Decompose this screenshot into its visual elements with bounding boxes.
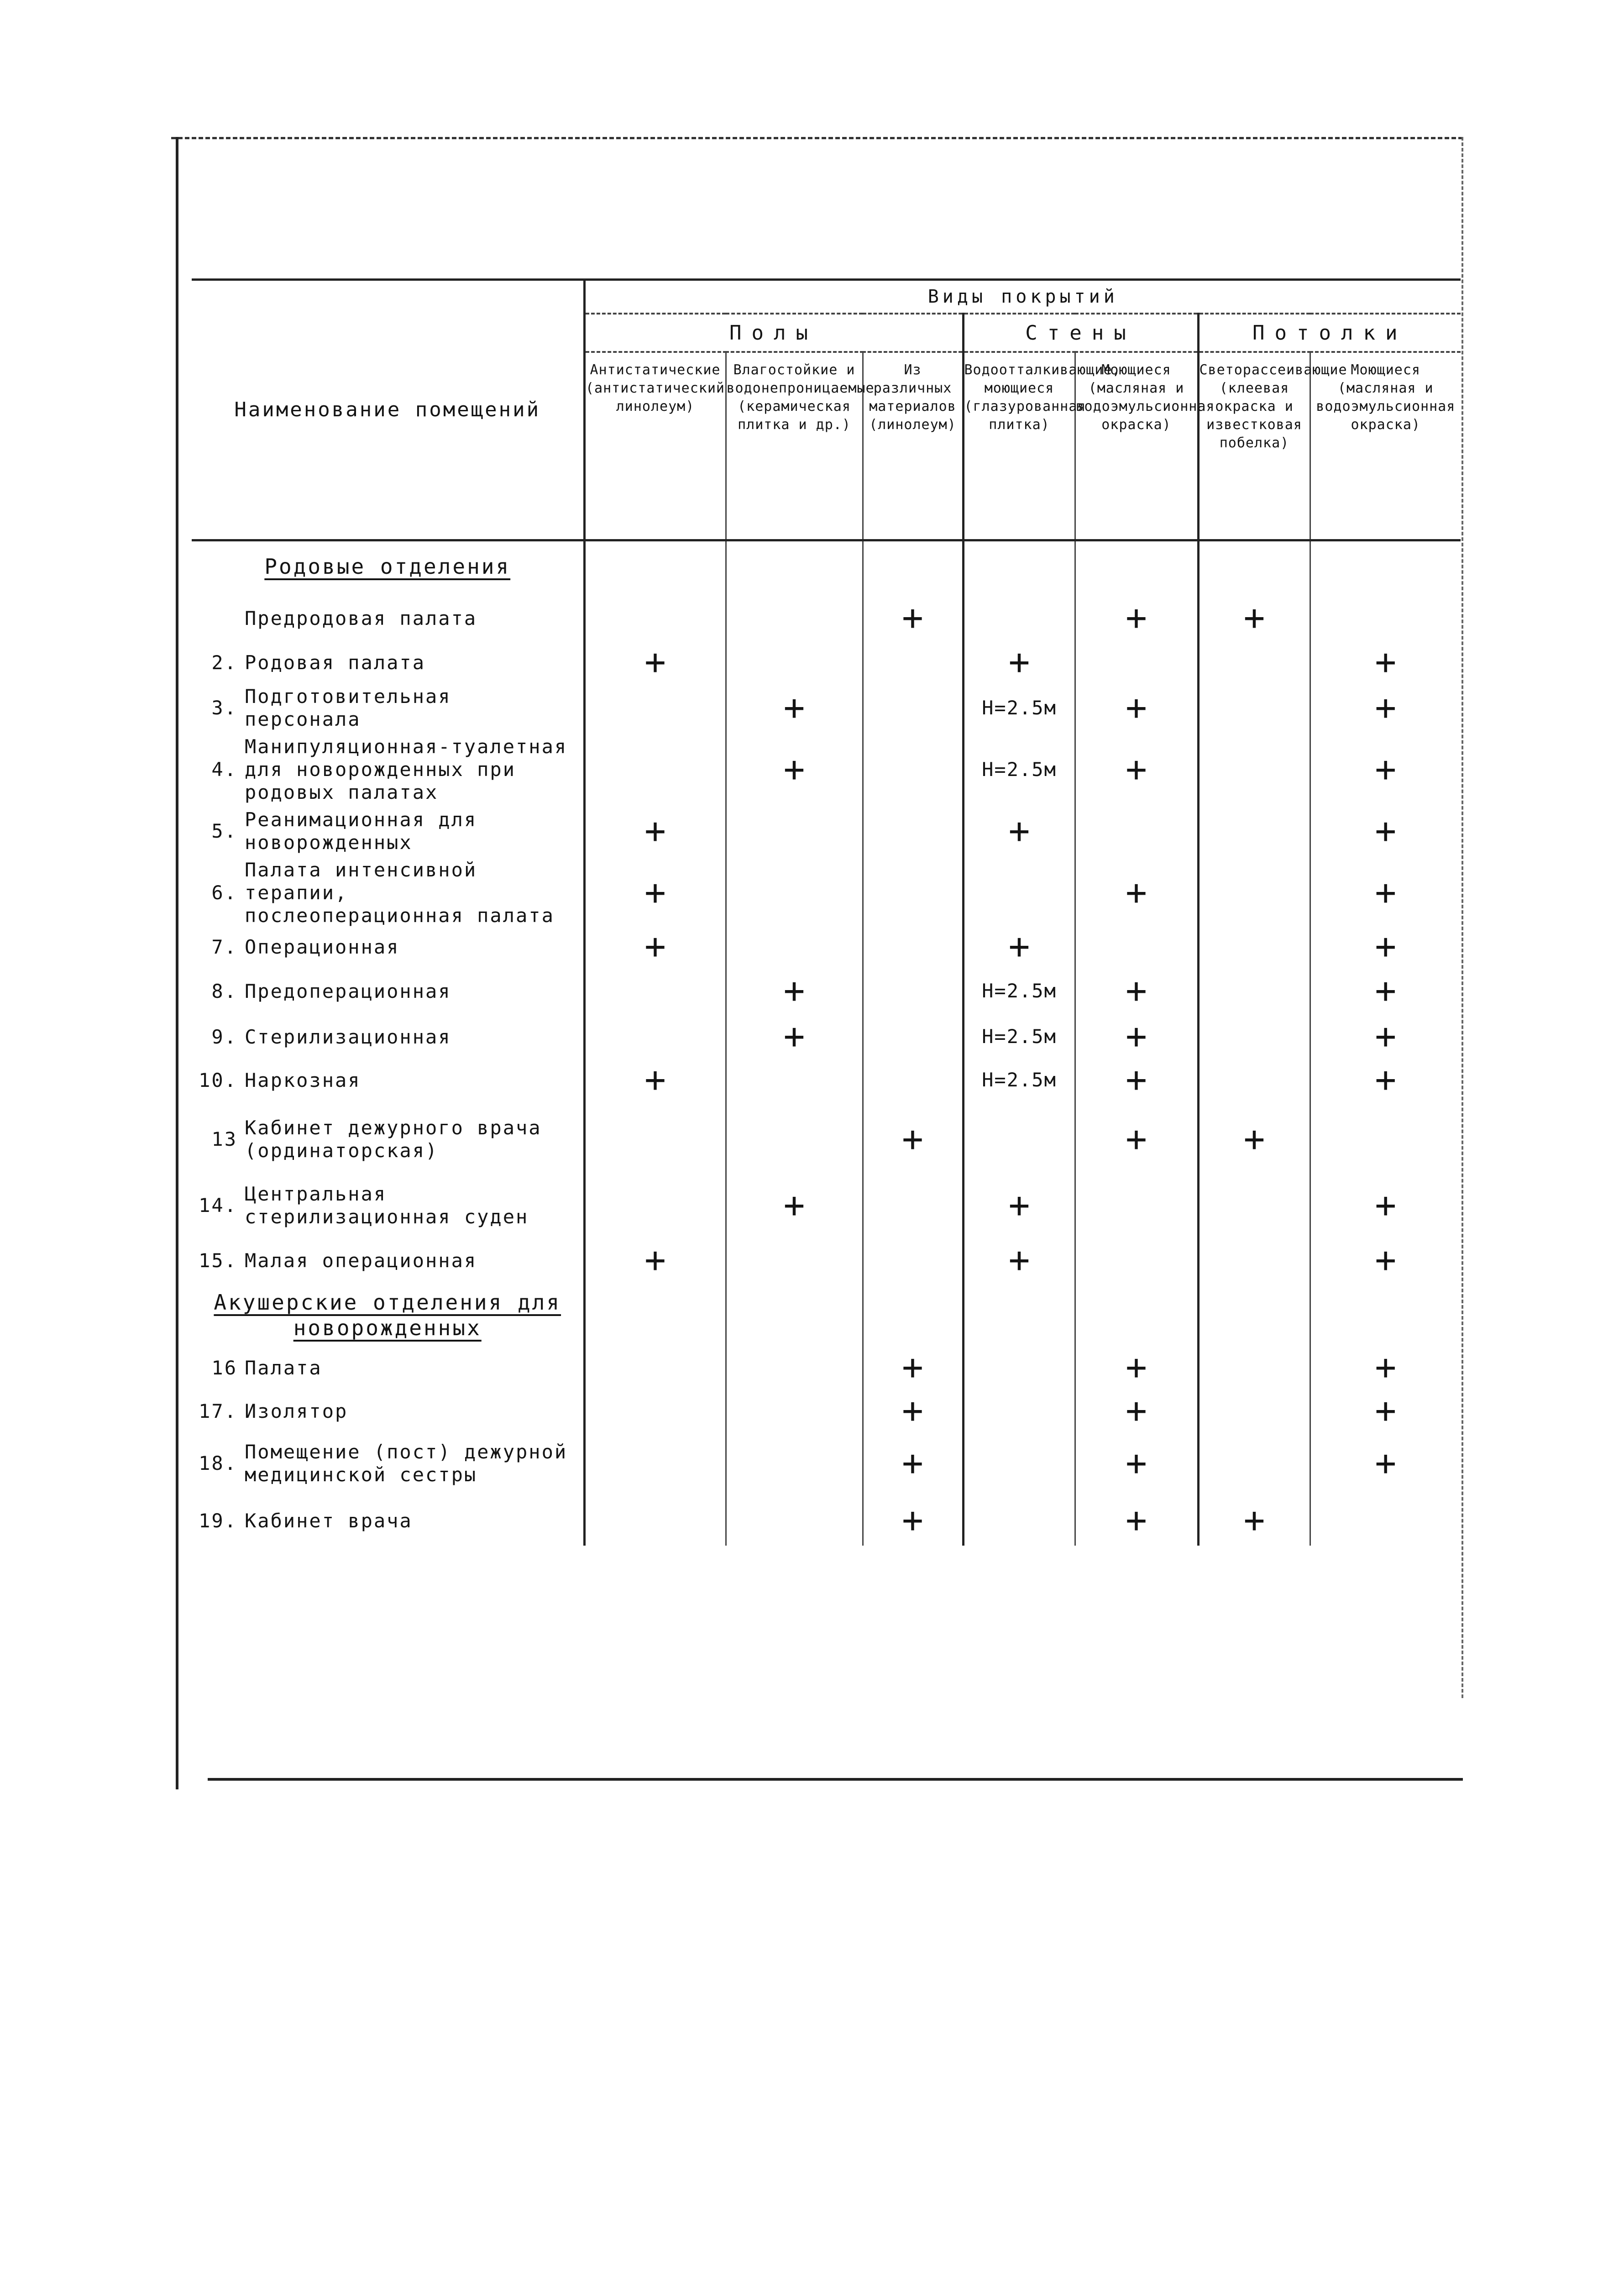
wall-water-repellent-cell: + (963, 644, 1075, 681)
floor-waterproof-cell (726, 592, 863, 644)
room-name: Родовая палата (245, 651, 426, 674)
row-number: 7. (211, 935, 237, 958)
page-left-border (176, 137, 178, 1789)
subheader-washable-walls: Моющиеся (масляная и водоэмульсионная окраска) (1075, 352, 1198, 540)
section-spacer-cell (863, 1285, 963, 1345)
section-spacer-cell (963, 540, 1075, 592)
ceiling-washable-cell: + (1310, 681, 1461, 735)
wall-washable-cell: + (1075, 1016, 1198, 1057)
floor-various-cell (863, 804, 963, 859)
room-name-cell (192, 927, 584, 966)
table-row (192, 859, 1461, 927)
section-spacer-cell (584, 540, 726, 592)
wall-washable-cell (1075, 804, 1198, 859)
coverings-table (192, 278, 1461, 1546)
ceiling-washable-cell (1310, 592, 1461, 644)
wall-washable-cell: + (1075, 1057, 1198, 1103)
table-row (192, 966, 1461, 1016)
floor-various-cell: + (863, 1103, 963, 1176)
ceiling-light-diffusing-cell: + (1198, 1103, 1310, 1176)
ceiling-washable-cell (1310, 1495, 1461, 1546)
row-number: 19. (199, 1510, 237, 1532)
section-spacer-cell (1198, 540, 1310, 592)
ceiling-light-diffusing-cell (1198, 644, 1310, 681)
wall-water-repellent-cell (963, 859, 1075, 927)
table-row (192, 1103, 1461, 1176)
section-spacer-cell (1075, 540, 1198, 592)
wall-water-repellent-cell (963, 1345, 1075, 1390)
wall-washable-cell: + (1075, 1390, 1198, 1432)
floor-various-cell: + (863, 1432, 963, 1495)
room-name-cell (192, 804, 584, 859)
floor-waterproof-cell: + (726, 735, 863, 804)
subheader-washable-ceilings: Моющиеся (масляная и водоэмульсионная окраска) (1310, 352, 1461, 540)
room-name: Стерилизационная (245, 1026, 451, 1049)
room-name-cell (192, 1057, 584, 1103)
row-number: 2. (211, 651, 237, 674)
wall-washable-cell (1075, 1176, 1198, 1235)
floor-waterproof-cell (726, 859, 863, 927)
wall-water-repellent-cell: Н=2.5м (963, 735, 1075, 804)
room-name: Палата интенсивной терапии, послеоперационная палата (245, 859, 555, 927)
floor-various-cell (863, 859, 963, 927)
ceiling-washable-cell: + (1310, 1057, 1461, 1103)
room-name: Предоперационная (245, 980, 451, 1003)
section-spacer-cell (1198, 1285, 1310, 1345)
room-name: Кабинет врача (245, 1510, 413, 1532)
room-name-cell (192, 1103, 584, 1176)
room-name-cell (192, 735, 584, 804)
floor-waterproof-cell (726, 1432, 863, 1495)
header-group-ceilings: Потолки (1198, 314, 1461, 352)
floor-various-cell (863, 1057, 963, 1103)
wall-water-repellent-cell: Н=2.5м (963, 1057, 1075, 1103)
floor-waterproof-cell (726, 1495, 863, 1546)
table-row (192, 644, 1461, 681)
floor-waterproof-cell (726, 1390, 863, 1432)
floor-waterproof-cell (726, 1057, 863, 1103)
room-name-cell (192, 644, 584, 681)
room-name: Помещение (пост) дежурной медицинской сестры (245, 1441, 568, 1486)
wall-water-repellent-cell: + (963, 927, 1075, 966)
wall-washable-cell: + (1075, 592, 1198, 644)
wall-washable-cell: + (1075, 966, 1198, 1016)
section-spacer-cell (863, 540, 963, 592)
room-name: Наркозная (245, 1069, 361, 1092)
wall-washable-cell: + (1075, 1432, 1198, 1495)
ceiling-washable-cell: + (1310, 735, 1461, 804)
row-number: 16 (211, 1357, 237, 1379)
row-number: 10. (199, 1069, 237, 1092)
ceiling-washable-cell: + (1310, 1390, 1461, 1432)
ceiling-washable-cell: + (1310, 644, 1461, 681)
floor-antistatic-cell (584, 1103, 726, 1176)
floor-waterproof-cell (726, 1103, 863, 1176)
table-row (192, 1235, 1461, 1285)
ceiling-light-diffusing-cell (1198, 1235, 1310, 1285)
ceiling-washable-cell: + (1310, 966, 1461, 1016)
floor-antistatic-cell (584, 1495, 726, 1546)
section-spacer-cell (1075, 1285, 1198, 1345)
floor-various-cell (863, 927, 963, 966)
header-room-name: Наименование помещений (192, 280, 584, 540)
row-number: 17. (199, 1400, 237, 1423)
room-name-cell (192, 859, 584, 927)
row-number: 13 (211, 1128, 237, 1150)
ceiling-washable-cell: + (1310, 927, 1461, 966)
room-name-cell (192, 681, 584, 735)
table-row (192, 1390, 1461, 1432)
row-number: 14. (199, 1194, 237, 1217)
wall-washable-cell: + (1075, 859, 1198, 927)
wall-water-repellent-cell (963, 1495, 1075, 1546)
row-number: 5. (211, 820, 237, 842)
wall-washable-cell: + (1075, 1345, 1198, 1390)
ceiling-light-diffusing-cell (1198, 1345, 1310, 1390)
wall-water-repellent-cell: + (963, 1235, 1075, 1285)
section-spacer-cell (726, 540, 863, 592)
room-name: Предродовая палата (245, 607, 477, 629)
table-row (192, 681, 1461, 735)
table-row (192, 1345, 1461, 1390)
section-title: Родовые отделения (264, 554, 511, 579)
row-number: 9. (211, 1026, 237, 1049)
floor-waterproof-cell (726, 1235, 863, 1285)
floor-antistatic-cell (584, 966, 726, 1016)
table-row (192, 1495, 1461, 1546)
floor-antistatic-cell (584, 1390, 726, 1432)
floor-various-cell (863, 681, 963, 735)
table-row (192, 1057, 1461, 1103)
section-title: Акушерские отделения для новорожденных (214, 1290, 561, 1340)
room-name-cell (192, 592, 584, 644)
ceiling-light-diffusing-cell (1198, 1016, 1310, 1057)
floor-waterproof-cell: + (726, 681, 863, 735)
ceiling-light-diffusing-cell (1198, 1432, 1310, 1495)
table-row (192, 804, 1461, 859)
floor-waterproof-cell: + (726, 1176, 863, 1235)
table-row (192, 927, 1461, 966)
room-name-cell (192, 1390, 584, 1432)
section-spacer-cell (1310, 540, 1461, 592)
room-name: Кабинет дежурного врача (ординаторская) (245, 1117, 542, 1162)
section-spacer-cell (584, 1285, 726, 1345)
wall-water-repellent-cell (963, 592, 1075, 644)
ceiling-light-diffusing-cell: + (1198, 592, 1310, 644)
ceiling-washable-cell: + (1310, 1016, 1461, 1057)
floor-waterproof-cell (726, 804, 863, 859)
ceiling-light-diffusing-cell: + (1198, 1495, 1310, 1546)
table-row (192, 1176, 1461, 1235)
wall-washable-cell (1075, 644, 1198, 681)
wall-water-repellent-cell: Н=2.5м (963, 966, 1075, 1016)
row-number: 4. (211, 758, 237, 781)
row-number: 3. (211, 697, 237, 719)
floor-waterproof-cell: + (726, 966, 863, 1016)
wall-water-repellent-cell (963, 1432, 1075, 1495)
floor-antistatic-cell (584, 681, 726, 735)
table-row (192, 1432, 1461, 1495)
wall-washable-cell (1075, 927, 1198, 966)
floor-various-cell: + (863, 1345, 963, 1390)
ceiling-washable-cell: + (1310, 1176, 1461, 1235)
room-name-cell (192, 1432, 584, 1495)
ceiling-washable-cell: + (1310, 804, 1461, 859)
floor-antistatic-cell (584, 1176, 726, 1235)
floor-waterproof-cell: + (726, 1016, 863, 1057)
wall-water-repellent-cell (963, 1390, 1075, 1432)
section-header-row (192, 1285, 1461, 1345)
section-spacer-cell (1310, 1285, 1461, 1345)
room-name: Реанимационная для новорожденных (245, 808, 477, 854)
room-name: Манипуляционная-туалетная для новорожденных при родовых палатах (245, 735, 568, 803)
wall-water-repellent-cell: + (963, 1176, 1075, 1235)
floor-various-cell (863, 1016, 963, 1057)
wall-washable-cell (1075, 1235, 1198, 1285)
floor-waterproof-cell (726, 644, 863, 681)
floor-various-cell (863, 735, 963, 804)
ceiling-washable-cell: + (1310, 1432, 1461, 1495)
ceiling-light-diffusing-cell (1198, 804, 1310, 859)
room-name: Операционная (245, 935, 400, 958)
wall-water-repellent-cell: Н=2.5м (963, 681, 1075, 735)
section-header-row (192, 540, 1461, 592)
floor-waterproof-cell (726, 1345, 863, 1390)
subheader-waterproof: Влагостойкие и водонепроницаемые (керамическая плитка и др.) (726, 352, 863, 540)
row-number: 18. (199, 1452, 237, 1474)
ceiling-washable-cell: + (1310, 1235, 1461, 1285)
wall-washable-cell: + (1075, 1495, 1198, 1546)
floor-various-cell: + (863, 592, 963, 644)
room-name-cell (192, 1016, 584, 1057)
ceiling-light-diffusing-cell (1198, 735, 1310, 804)
floor-antistatic-cell (584, 592, 726, 644)
header-coverings: Виды покрытий (584, 280, 1461, 314)
room-name: Малая операционная (245, 1249, 477, 1272)
floor-antistatic-cell: + (584, 644, 726, 681)
ceiling-light-diffusing-cell (1198, 966, 1310, 1016)
room-name-cell (192, 966, 584, 1016)
section-spacer-cell (726, 1285, 863, 1345)
floor-various-cell (863, 644, 963, 681)
table-row (192, 592, 1461, 644)
room-name-cell (192, 1495, 584, 1546)
subheader-various-materials: Из различных материалов (линолеум) (863, 352, 963, 540)
room-name: Подготовительная персонала (245, 685, 451, 730)
floor-various-cell: + (863, 1495, 963, 1546)
row-number: 6. (211, 881, 237, 904)
floor-antistatic-cell: + (584, 804, 726, 859)
table-row (192, 735, 1461, 804)
room-name-cell (192, 1345, 584, 1390)
floor-antistatic-cell: + (584, 859, 726, 927)
ceiling-washable-cell: + (1310, 1345, 1461, 1390)
floor-various-cell: + (863, 1390, 963, 1432)
wall-washable-cell: + (1075, 681, 1198, 735)
wall-washable-cell: + (1075, 1103, 1198, 1176)
floor-antistatic-cell (584, 1345, 726, 1390)
row-number: 15. (199, 1249, 237, 1272)
ceiling-light-diffusing-cell (1198, 1176, 1310, 1235)
table-body (192, 540, 1461, 1546)
floor-antistatic-cell (584, 1016, 726, 1057)
floor-antistatic-cell: + (584, 1057, 726, 1103)
room-name: Палата (245, 1357, 322, 1379)
wall-water-repellent-cell: Н=2.5м (963, 1016, 1075, 1057)
subheader-water-repellent: Водоотталкивающие, моющиеся (глазурованная плитка) (963, 352, 1075, 540)
row-number: 8. (211, 980, 237, 1003)
header-group-floors: Полы (584, 314, 963, 352)
room-name-cell (192, 1235, 584, 1285)
floor-waterproof-cell (726, 927, 863, 966)
table-bottom-border (208, 1778, 1463, 1781)
room-name: Центральная стерилизационная суден (245, 1183, 529, 1228)
ceiling-light-diffusing-cell (1198, 927, 1310, 966)
table-row (192, 1016, 1461, 1057)
ceiling-light-diffusing-cell (1198, 1057, 1310, 1103)
header-group-walls: Стены (963, 314, 1198, 352)
subheader-light-diffusing: Светорассеивающие (клеевая окраска и известковая побелка) (1198, 352, 1310, 540)
page-right-border (1462, 137, 1463, 1698)
section-spacer-cell (963, 1285, 1075, 1345)
ceiling-washable-cell (1310, 1103, 1461, 1176)
ceiling-washable-cell: + (1310, 859, 1461, 927)
floor-various-cell (863, 1235, 963, 1285)
floor-antistatic-cell: + (584, 1235, 726, 1285)
floor-antistatic-cell: + (584, 927, 726, 966)
subheader-antistatic: Антистатические (антистатический линолеум) (584, 352, 726, 540)
ceiling-light-diffusing-cell (1198, 859, 1310, 927)
floor-various-cell (863, 966, 963, 1016)
wall-water-repellent-cell (963, 1103, 1075, 1176)
ceiling-light-diffusing-cell (1198, 1390, 1310, 1432)
floor-antistatic-cell (584, 1432, 726, 1495)
wall-water-repellent-cell: + (963, 804, 1075, 859)
room-name: Изолятор (245, 1400, 348, 1423)
wall-washable-cell: + (1075, 735, 1198, 804)
page-top-border (171, 137, 1463, 139)
room-name-cell (192, 1176, 584, 1235)
floor-various-cell (863, 1176, 963, 1235)
floor-antistatic-cell (584, 735, 726, 804)
ceiling-light-diffusing-cell (1198, 681, 1310, 735)
